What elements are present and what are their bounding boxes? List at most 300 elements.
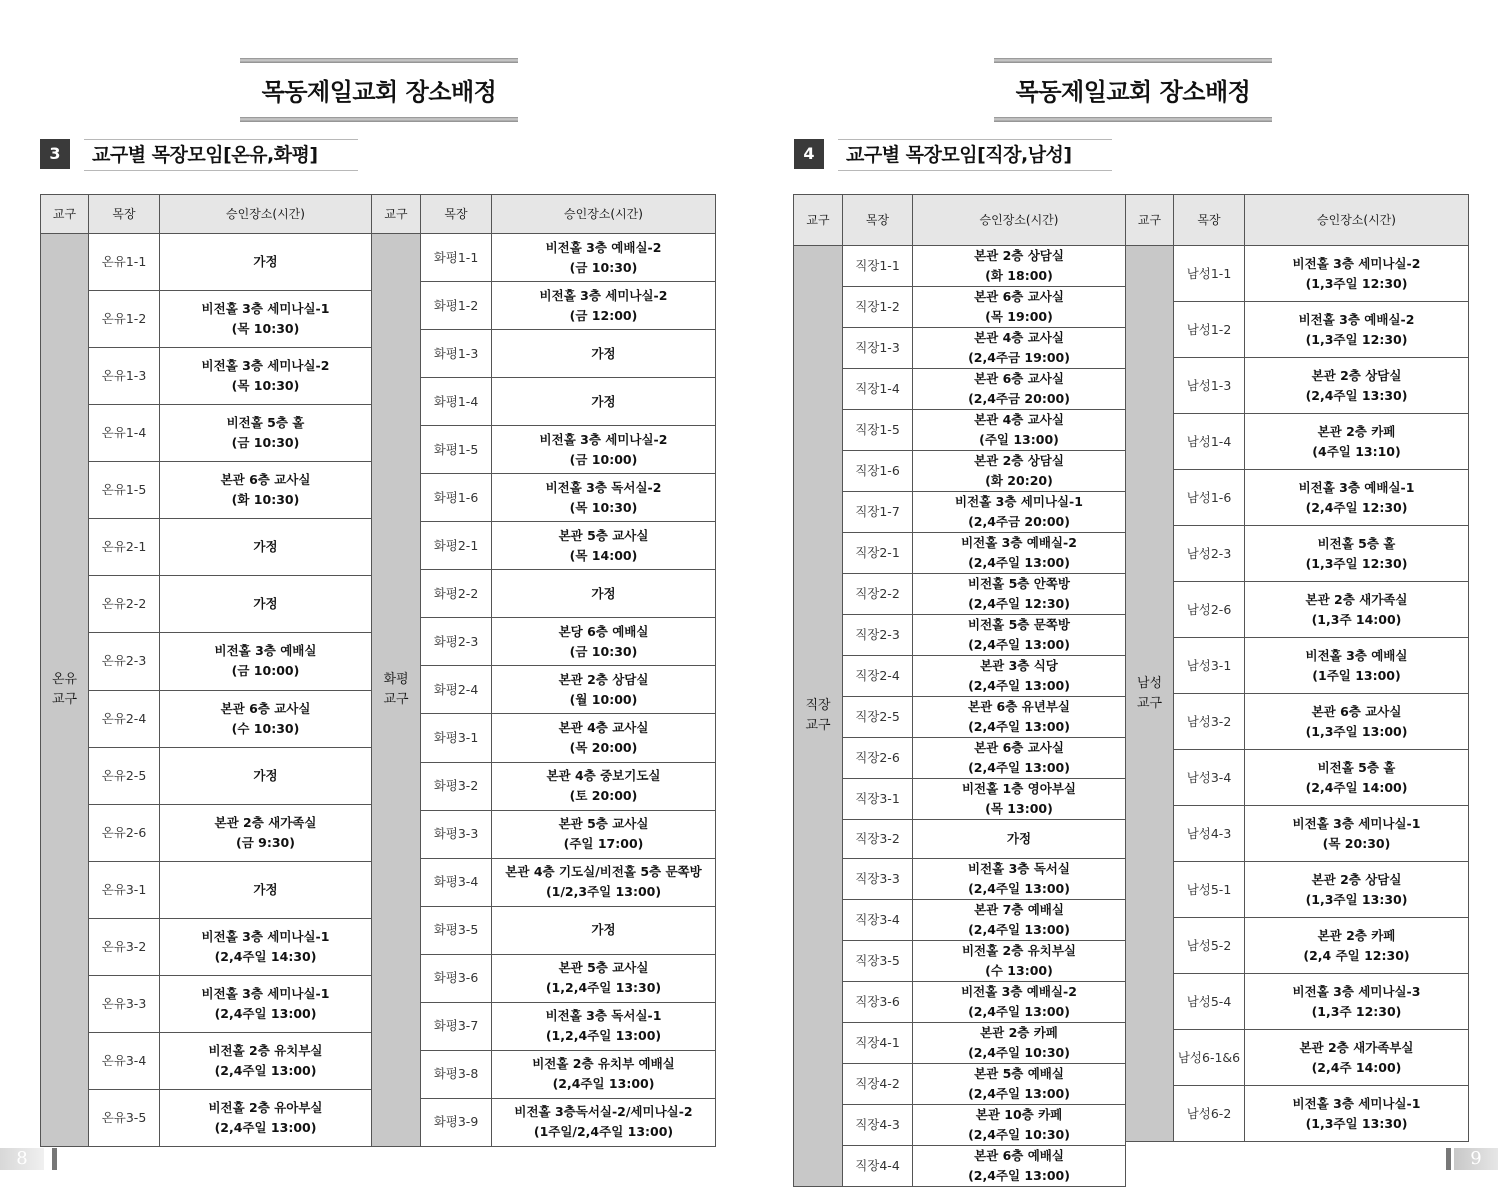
group-label: 화평 bbox=[383, 671, 409, 687]
mok-name: 직장2-2 bbox=[843, 574, 913, 615]
group-table bbox=[371, 194, 716, 1147]
time-label: (2,4주금 20:00) bbox=[968, 391, 1070, 406]
mok-name: 직장1-5 bbox=[843, 410, 913, 451]
time-label: (4주일 13:10) bbox=[1312, 443, 1401, 459]
place-time bbox=[913, 451, 1126, 492]
assignment-table bbox=[40, 194, 715, 1147]
group-label: 교구 bbox=[1136, 695, 1163, 711]
place-time bbox=[160, 405, 372, 462]
mok-name: 남성3-2 bbox=[1174, 694, 1245, 750]
table-row bbox=[794, 656, 1126, 697]
time-label: (수 13:00) bbox=[985, 962, 1053, 978]
header-place: 승인장소(시간) bbox=[913, 195, 1126, 246]
place-time bbox=[492, 234, 716, 282]
mok-name: 온유2-2 bbox=[89, 576, 160, 633]
table-row bbox=[41, 804, 372, 861]
time-label: (화 10:30) bbox=[231, 492, 300, 508]
place-time bbox=[1245, 750, 1469, 806]
table-row bbox=[41, 861, 372, 918]
table-row bbox=[794, 574, 1126, 615]
table-row bbox=[41, 633, 372, 690]
time-label: (토 20:00) bbox=[569, 788, 638, 804]
header-place: 승인장소(시간) bbox=[160, 195, 372, 234]
table-row bbox=[794, 820, 1126, 859]
section-number: 3 bbox=[40, 139, 70, 169]
place-time bbox=[160, 747, 372, 804]
table-row bbox=[794, 410, 1126, 451]
table-row bbox=[794, 697, 1126, 738]
mok-name: 온유2-3 bbox=[89, 633, 160, 690]
place-label: 본관 4층 중보기도실 bbox=[546, 768, 661, 784]
table-row bbox=[372, 618, 716, 666]
time-label: (2,4주일 13:00) bbox=[968, 555, 1070, 570]
place-time bbox=[1245, 918, 1469, 974]
table-row bbox=[41, 1032, 372, 1089]
mok-name: 직장1-1 bbox=[843, 246, 913, 287]
time-label: (금 12:00) bbox=[569, 307, 638, 323]
page-number-tab bbox=[0, 1148, 48, 1170]
place-time bbox=[913, 1145, 1126, 1186]
time-label: (2,4주일 13:00) bbox=[968, 921, 1070, 937]
mok-name: 직장2-4 bbox=[843, 656, 913, 697]
table-row bbox=[372, 858, 716, 906]
place-label: 비전홀 2층 유치부실 bbox=[208, 1042, 323, 1058]
mok-name: 직장1-4 bbox=[843, 369, 913, 410]
mok-name: 남성6-2 bbox=[1174, 1086, 1245, 1142]
time-label: (목 19:00) bbox=[985, 309, 1053, 324]
place-time bbox=[1245, 1086, 1469, 1142]
time-label: (목 20:30) bbox=[1322, 835, 1391, 851]
table-row bbox=[372, 810, 716, 858]
mok-name: 직장2-1 bbox=[843, 533, 913, 574]
place-label: 비전홀 3층 예배실-1 bbox=[1298, 479, 1415, 495]
table-row bbox=[41, 462, 372, 519]
mok-name: 직장2-6 bbox=[843, 738, 913, 779]
place-time bbox=[160, 462, 372, 519]
time-label: (1,3주일 12:30) bbox=[1305, 331, 1408, 347]
group-table bbox=[793, 194, 1126, 1187]
place-time bbox=[1245, 862, 1469, 918]
place-time bbox=[913, 779, 1126, 820]
table-row bbox=[1126, 694, 1469, 750]
time-label: (화 18:00) bbox=[985, 268, 1053, 283]
place-time bbox=[1245, 526, 1469, 582]
table-row bbox=[1126, 974, 1469, 1030]
mok-name: 남성5-2 bbox=[1174, 918, 1245, 974]
mok-name: 화평2-1 bbox=[421, 522, 492, 570]
mok-name: 남성1-6 bbox=[1174, 470, 1245, 526]
place-label: 비전홀 3층 세미나실-3 bbox=[1292, 983, 1421, 999]
place-label: 비전홀 3층 예배실-2 bbox=[961, 535, 1077, 550]
place-time bbox=[913, 820, 1126, 859]
table-row bbox=[794, 1063, 1126, 1104]
mok-name: 남성4-3 bbox=[1174, 806, 1245, 862]
place-time bbox=[913, 574, 1126, 615]
place-time bbox=[913, 981, 1126, 1022]
time-label: (2,4주금 20:00) bbox=[968, 514, 1070, 529]
mok-name: 화평3-6 bbox=[421, 954, 492, 1002]
mok-name: 화평2-3 bbox=[421, 618, 492, 666]
place-time bbox=[160, 975, 372, 1032]
place-time bbox=[913, 246, 1126, 287]
place-label: 비전홀 3층 독서실 bbox=[968, 860, 1070, 876]
time-label: (2,4주일 13:00) bbox=[214, 1062, 317, 1078]
time-label: (주일 13:00) bbox=[979, 432, 1059, 447]
header-group: 교구 bbox=[372, 195, 421, 234]
table-row bbox=[1126, 1086, 1469, 1142]
table-row bbox=[1126, 358, 1469, 414]
page-title-block bbox=[994, 58, 1272, 122]
header-row bbox=[372, 195, 716, 234]
table-header bbox=[1126, 195, 1469, 246]
group-label: 직장 bbox=[805, 697, 831, 713]
mok-name: 온유1-4 bbox=[89, 405, 160, 462]
group-cell bbox=[41, 234, 89, 1147]
table-row bbox=[372, 474, 716, 522]
mok-name: 화평3-1 bbox=[421, 714, 492, 762]
time-label: (금 10:00) bbox=[569, 451, 638, 467]
table-row bbox=[1126, 1030, 1469, 1086]
table-row bbox=[794, 533, 1126, 574]
place-label: 가정 bbox=[591, 585, 616, 601]
mok-name: 온유2-6 bbox=[89, 804, 160, 861]
place-label: 비전홀 3층 예배실 bbox=[1305, 647, 1408, 663]
title-divider-bottom bbox=[994, 117, 1272, 122]
place-time bbox=[160, 690, 372, 747]
mok-name: 온유3-4 bbox=[89, 1032, 160, 1089]
place-label: 본관 4층 교사실 bbox=[558, 719, 649, 735]
place-label: 비전홀 3층 독서실-1 bbox=[545, 1008, 662, 1024]
place-label: 가정 bbox=[591, 393, 616, 409]
time-label: (2,4주일 10:30) bbox=[968, 1044, 1070, 1060]
header-place: 승인장소(시간) bbox=[1245, 195, 1469, 246]
time-label: (2,4주일 13:00) bbox=[968, 760, 1070, 775]
place-label: 비전홀 5층 홀 bbox=[1317, 759, 1396, 775]
place-time bbox=[913, 410, 1126, 451]
place-label: 본관 2층 카페 bbox=[1317, 927, 1396, 943]
time-label: (목 13:00) bbox=[985, 801, 1053, 816]
header-mok: 목장 bbox=[421, 195, 492, 234]
place-time bbox=[492, 570, 716, 618]
group-label: 교구 bbox=[51, 692, 78, 707]
place-label: 비전홀 3층 예배실 bbox=[214, 643, 317, 659]
place-label: 본관 5층 예배실 bbox=[974, 1065, 1064, 1081]
place-label: 가정 bbox=[253, 767, 278, 783]
place-time bbox=[913, 697, 1126, 738]
mok-name: 직장3-3 bbox=[843, 858, 913, 899]
table-row bbox=[794, 287, 1126, 328]
table-row bbox=[1126, 414, 1469, 470]
table-row bbox=[372, 954, 716, 1002]
mok-name: 남성1-4 bbox=[1174, 414, 1245, 470]
table-row bbox=[372, 522, 716, 570]
time-label: (2,4주일 13:00) bbox=[214, 1119, 317, 1135]
table-row bbox=[41, 1089, 372, 1146]
place-label: 비전홀 3층 세미나실-1 bbox=[1292, 815, 1421, 831]
time-label: (2,4주일 14:00) bbox=[1305, 779, 1408, 795]
group-cell bbox=[1126, 246, 1174, 1142]
table-row bbox=[1126, 806, 1469, 862]
place-time bbox=[913, 940, 1126, 981]
header-row bbox=[41, 195, 372, 234]
page-title: 목동제일교회 장소배정 bbox=[1015, 78, 1251, 106]
place-label: 본관 2층 상담실 bbox=[974, 248, 1064, 263]
place-label: 가정 bbox=[253, 881, 278, 897]
time-label: (2,4주일 13:00) bbox=[968, 678, 1070, 693]
place-time bbox=[492, 282, 716, 330]
place-time bbox=[160, 576, 372, 633]
mok-name: 남성3-1 bbox=[1174, 638, 1245, 694]
table-row bbox=[1126, 582, 1469, 638]
mok-name: 화평1-2 bbox=[421, 282, 492, 330]
place-label: 비전홀 3층 세미나실-1 bbox=[201, 928, 330, 944]
mok-name: 온유3-5 bbox=[89, 1089, 160, 1146]
time-label: (1,3주일 13:30) bbox=[1305, 891, 1408, 907]
place-label: 가정 bbox=[591, 345, 616, 361]
table-row bbox=[372, 234, 716, 282]
place-label: 가정 bbox=[591, 922, 616, 938]
mok-name: 화평3-4 bbox=[421, 858, 492, 906]
place-time bbox=[913, 287, 1126, 328]
table-row bbox=[794, 451, 1126, 492]
place-time bbox=[913, 533, 1126, 574]
time-label: (2,4주일 13:00) bbox=[214, 1005, 317, 1021]
place-label: 본관 4층 교사실 bbox=[974, 330, 1064, 345]
table-row bbox=[372, 570, 716, 618]
table-row bbox=[372, 714, 716, 762]
place-time bbox=[160, 291, 372, 348]
time-label: (1,3주 14:00) bbox=[1311, 611, 1402, 627]
place-time bbox=[160, 633, 372, 690]
place-time bbox=[492, 858, 716, 906]
table-row bbox=[372, 1002, 716, 1050]
place-label: 본관 2층 카페 bbox=[980, 1024, 1058, 1040]
table-row bbox=[41, 747, 372, 804]
table-row bbox=[41, 405, 372, 462]
place-label: 본관 2층 새가족부실 bbox=[1299, 1039, 1414, 1055]
time-label: (1,3주일 13:30) bbox=[1305, 1115, 1408, 1131]
group-label: 교구 bbox=[383, 691, 409, 707]
place-time bbox=[913, 1104, 1126, 1145]
place-label: 본관 4층 교사실 bbox=[974, 412, 1064, 427]
place-label: 본관 5층 교사실 bbox=[558, 527, 649, 543]
place-time bbox=[160, 918, 372, 975]
mok-name: 남성5-1 bbox=[1174, 862, 1245, 918]
time-label: (2,4주일 13:00) bbox=[968, 880, 1070, 896]
title-divider-top bbox=[240, 58, 518, 63]
table-row bbox=[1126, 470, 1469, 526]
time-label: (2,4주일 10:30) bbox=[968, 1126, 1070, 1142]
section-title: 교구별 목장모임[직장,남성] bbox=[838, 139, 1112, 171]
table-row bbox=[1126, 638, 1469, 694]
table-body bbox=[794, 246, 1126, 1187]
place-time bbox=[492, 474, 716, 522]
place-time bbox=[913, 328, 1126, 369]
place-time bbox=[913, 1022, 1126, 1063]
place-label: 가정 bbox=[253, 254, 278, 270]
time-label: (1,3주 12:30) bbox=[1311, 1003, 1402, 1019]
table-row bbox=[1126, 526, 1469, 582]
mok-name: 화평1-4 bbox=[421, 378, 492, 426]
time-label: (금 9:30) bbox=[236, 834, 295, 850]
table-row bbox=[41, 690, 372, 747]
table-row bbox=[41, 519, 372, 576]
place-label: 본관 5층 교사실 bbox=[558, 960, 649, 976]
page-title-block bbox=[240, 58, 518, 122]
mok-name: 직장1-2 bbox=[843, 287, 913, 328]
time-label: (2,4주일 12:30) bbox=[968, 596, 1070, 611]
place-label: 비전홀 3층 예배실-2 bbox=[1298, 311, 1415, 327]
table-row bbox=[41, 576, 372, 633]
place-label: 본관 4층 기도실/비전홀 5층 문쪽방 bbox=[505, 864, 702, 880]
table-header bbox=[794, 195, 1126, 246]
mok-name: 화평3-5 bbox=[421, 906, 492, 954]
mok-name: 남성1-1 bbox=[1174, 246, 1245, 302]
place-label: 비전홀 3층 세미나실-2 bbox=[1292, 255, 1421, 271]
group-table bbox=[40, 194, 372, 1147]
header-mok: 목장 bbox=[1174, 195, 1245, 246]
table-row bbox=[794, 981, 1126, 1022]
time-label: (화 20:20) bbox=[985, 473, 1053, 488]
mok-name: 화평3-2 bbox=[421, 762, 492, 810]
table-half-right bbox=[1125, 194, 1468, 1187]
title-divider-bottom bbox=[240, 117, 518, 122]
place-time bbox=[1245, 246, 1469, 302]
table-row bbox=[372, 330, 716, 378]
place-time bbox=[492, 810, 716, 858]
place-time bbox=[492, 954, 716, 1002]
table-half-right bbox=[371, 194, 715, 1147]
place-time bbox=[492, 666, 716, 714]
mok-name: 남성5-4 bbox=[1174, 974, 1245, 1030]
place-label: 본관 6층 교사실 bbox=[974, 740, 1064, 755]
place-label: 본관 2층 상담실 bbox=[1311, 871, 1402, 887]
table-row bbox=[794, 615, 1126, 656]
place-time bbox=[1245, 638, 1469, 694]
mok-name: 화평3-3 bbox=[421, 810, 492, 858]
mok-name: 직장3-2 bbox=[843, 820, 913, 859]
table-row bbox=[372, 1050, 716, 1098]
mok-name: 직장4-1 bbox=[843, 1022, 913, 1063]
mok-name: 남성6-1&6 bbox=[1174, 1030, 1245, 1086]
place-time bbox=[1245, 974, 1469, 1030]
mok-name: 남성2-3 bbox=[1174, 526, 1245, 582]
place-label: 본관 2층 상담실 bbox=[1311, 367, 1402, 383]
place-label: 본관 7층 예배실 bbox=[974, 901, 1064, 917]
time-label: (금 10:30) bbox=[231, 435, 300, 451]
time-label: (1,3주일 12:30) bbox=[1305, 275, 1408, 291]
header-group: 교구 bbox=[1126, 195, 1174, 246]
table-body bbox=[1126, 246, 1469, 1142]
place-time bbox=[492, 330, 716, 378]
header-group: 교구 bbox=[794, 195, 843, 246]
table-body bbox=[41, 234, 372, 1147]
place-time bbox=[492, 1050, 716, 1098]
place-label: 비전홀 5층 홀 bbox=[226, 415, 305, 431]
place-time bbox=[160, 1089, 372, 1146]
place-label: 가정 bbox=[253, 596, 278, 612]
place-time bbox=[160, 519, 372, 576]
place-time bbox=[492, 426, 716, 474]
place-label: 비전홀 1층 영아부실 bbox=[961, 781, 1076, 796]
mok-name: 남성1-3 bbox=[1174, 358, 1245, 414]
table-body bbox=[372, 234, 716, 1147]
table-row bbox=[794, 369, 1126, 410]
table-row bbox=[372, 762, 716, 810]
time-label: (2,4주일 14:30) bbox=[214, 948, 317, 964]
place-label: 본관 2층 상담실 bbox=[974, 453, 1064, 468]
table-half-left bbox=[40, 194, 371, 1147]
place-label: 본관 6층 교사실 bbox=[1311, 703, 1402, 719]
mok-name: 온유3-1 bbox=[89, 861, 160, 918]
header-place: 승인장소(시간) bbox=[492, 195, 716, 234]
place-time bbox=[1245, 358, 1469, 414]
time-label: (금 10:30) bbox=[569, 259, 638, 275]
place-label: 본관 6층 유년부실 bbox=[968, 699, 1070, 714]
mok-name: 화평3-7 bbox=[421, 1002, 492, 1050]
table-header bbox=[41, 195, 372, 234]
place-label: 본관 2층 새가족실 bbox=[214, 814, 317, 830]
table-row bbox=[41, 918, 372, 975]
place-time bbox=[913, 1063, 1126, 1104]
time-label: (1,2,4주일 13:00) bbox=[545, 1028, 662, 1044]
place-time bbox=[492, 906, 716, 954]
mok-name: 온유1-1 bbox=[89, 234, 160, 291]
place-label: 본관 2층 새가족실 bbox=[1305, 591, 1408, 607]
place-time bbox=[160, 348, 372, 405]
time-label: (목 20:00) bbox=[569, 739, 638, 755]
mok-name: 온유1-2 bbox=[89, 291, 160, 348]
table-row bbox=[1126, 246, 1469, 302]
table-row bbox=[794, 858, 1126, 899]
table-row bbox=[372, 666, 716, 714]
mok-name: 남성2-6 bbox=[1174, 582, 1245, 638]
group-label: 남성 bbox=[1136, 675, 1163, 691]
place-time bbox=[492, 378, 716, 426]
mok-name: 직장3-5 bbox=[843, 940, 913, 981]
table-row bbox=[372, 906, 716, 954]
mok-name: 직장2-3 bbox=[843, 615, 913, 656]
place-time bbox=[1245, 806, 1469, 862]
section-heading bbox=[40, 139, 358, 171]
page-title: 목동제일교회 장소배정 bbox=[261, 78, 497, 106]
place-time bbox=[1245, 470, 1469, 526]
table-row bbox=[794, 328, 1126, 369]
place-label: 비전홀 3층 예배실-2 bbox=[961, 983, 1077, 999]
mok-name: 화평3-9 bbox=[421, 1098, 492, 1146]
group-label: 교구 bbox=[805, 717, 831, 733]
time-label: (1,3주일 12:30) bbox=[1305, 555, 1408, 571]
time-label: (목 10:30) bbox=[231, 378, 300, 394]
place-label: 본관 2층 상담실 bbox=[558, 671, 649, 687]
place-label: 비전홀 3층 독서실-2 bbox=[545, 479, 662, 495]
header-row bbox=[794, 195, 1126, 246]
assignment-table bbox=[793, 194, 1468, 1187]
left-page bbox=[0, 0, 753, 1195]
table-row bbox=[372, 378, 716, 426]
table-row bbox=[41, 291, 372, 348]
place-time bbox=[1245, 414, 1469, 470]
mok-name: 온유3-2 bbox=[89, 918, 160, 975]
time-label: (1/2,3주일 13:00) bbox=[545, 884, 662, 900]
place-time bbox=[913, 738, 1126, 779]
place-time bbox=[492, 522, 716, 570]
table-row bbox=[794, 1145, 1126, 1186]
time-label: (목 10:30) bbox=[231, 321, 300, 337]
table-row bbox=[794, 1022, 1126, 1063]
table-row bbox=[41, 975, 372, 1032]
time-label: (2,4 주일 12:30) bbox=[1303, 947, 1410, 963]
